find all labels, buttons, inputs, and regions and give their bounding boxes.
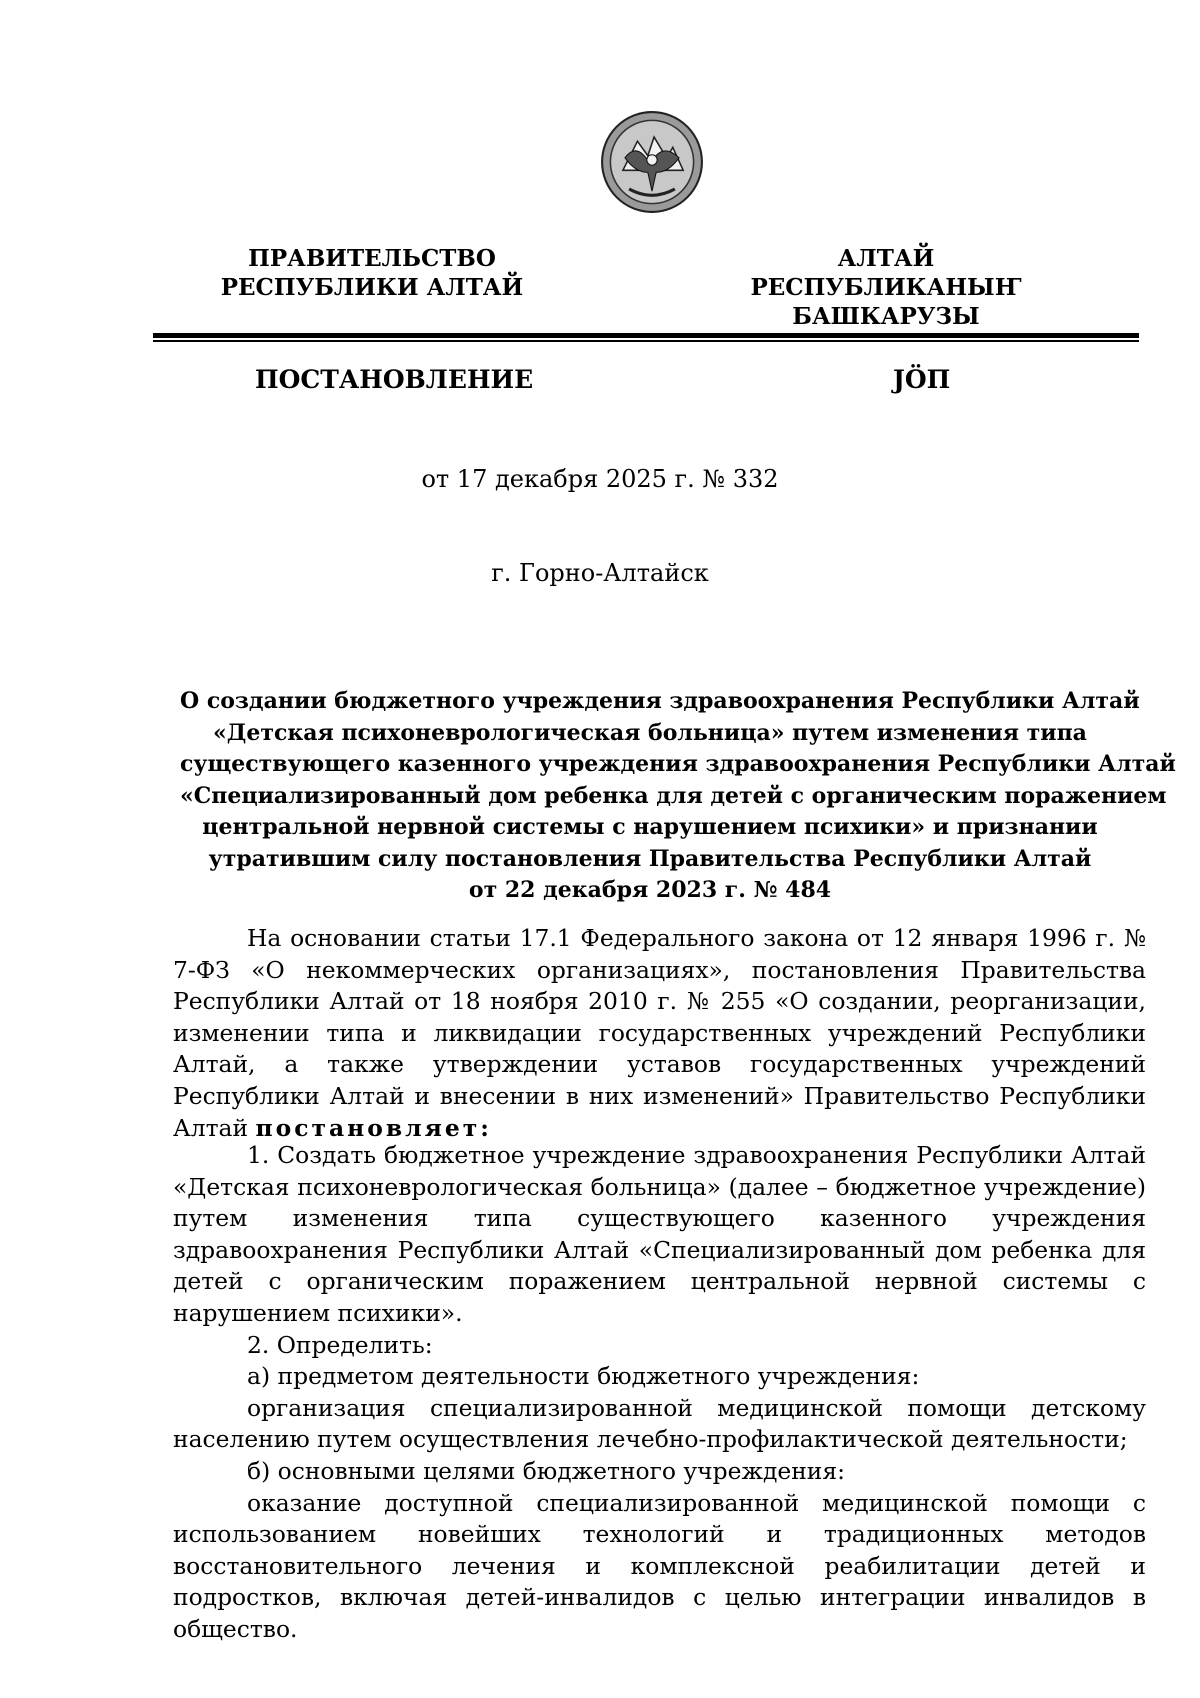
government-name-line: АЛТАЙ РЕСПУБЛИКАНЫҤ [750, 245, 1022, 301]
title-line: центральной нервной системы с нарушением психики» и признании [202, 814, 1098, 840]
document-type-russian: ПОСТАНОВЛЕНИЕ [255, 365, 534, 394]
header-divider-thin [153, 340, 1139, 342]
title-line: от 22 декабря 2023 г. № 484 [468, 877, 832, 903]
document-type-altai: ЈӦП [893, 365, 951, 394]
resolution-item: оказание доступной специализированной медицинской помощи с использованием новейших технологий и традиционных методов восстановительного лечения и комплексной реабилитации детей и подростков, включая детей-инвалидов с целью интеграции инвалидов в общество. [173, 1488, 1146, 1643]
resolution-item: а) предметом деятельности бюджетного учреждения: [247, 1362, 920, 1391]
preamble-paragraph [173, 923, 1146, 1144]
document-title [180, 686, 1176, 907]
resolution-item: организация специализированной медицинской помощи детскому населению путем осуществления лечебно-профилактической деятельности; [173, 1393, 1146, 1454]
resolution-items [173, 1140, 1146, 1646]
header-divider-thick [153, 333, 1139, 338]
title-line: О создании бюджетного учреждения здравоохранения Республики Алтай [180, 688, 1140, 714]
government-name-russian [192, 244, 552, 302]
resolution-item: 1. Создать бюджетное учреждение здравоохранения Республики Алтай «Детская психоневрологическая больница» (далее – бюджетное учреждение) путем изменения типа существующего казенного учреждения здравоохранения Республики Алтай «Специализированный дом ребенка для детей с органическим поражением центральной нервной системы с нарушением психики». [173, 1141, 1146, 1327]
coat-of-arms-emblem [600, 110, 704, 214]
resolution-item: б) основными целями бюджетного учреждения: [247, 1456, 846, 1485]
document-city: г. Горно-Алтайск [491, 559, 709, 587]
government-name-line: ПРАВИТЕЛЬСТВО [248, 245, 496, 272]
title-line: существующего казенного учреждения здравоохранения Республики Алтай [180, 751, 1176, 777]
title-line: утратившим силу постановления Правительства Республики Алтай [208, 845, 1092, 872]
title-line: «Специализированный дом ребенка для детей с органическим поражением [180, 782, 1167, 809]
title-line: «Детская психоневрологическая больница» путем изменения типа [213, 719, 1087, 746]
resolution-item: 2. Определить: [247, 1330, 433, 1359]
preamble-text: На основании статьи 17.1 Федерального закона от 12 января 1996 г. № 7-ФЗ «О некоммерческих организациях», постановления Правительства Республики Алтай от 18 ноября 2010 г. № 255 «О создании, реорганизации, изменении типа и ликвидации государственных учреждений Республики Алтай, а также утверждении уставов государственных учреждений Республики Алтай и внесении в них изменений» Правительство Республики Алтай [173, 924, 1146, 1142]
government-name-line: БАШКАРУЗЫ [792, 303, 980, 330]
document-date-number: от 17 декабря 2025 г. № 332 [421, 465, 779, 493]
government-name-line: РЕСПУБЛИКИ АЛТАЙ [220, 274, 524, 301]
preamble-keyword: постановляет: [255, 1113, 492, 1142]
government-name-altai [706, 244, 1066, 331]
